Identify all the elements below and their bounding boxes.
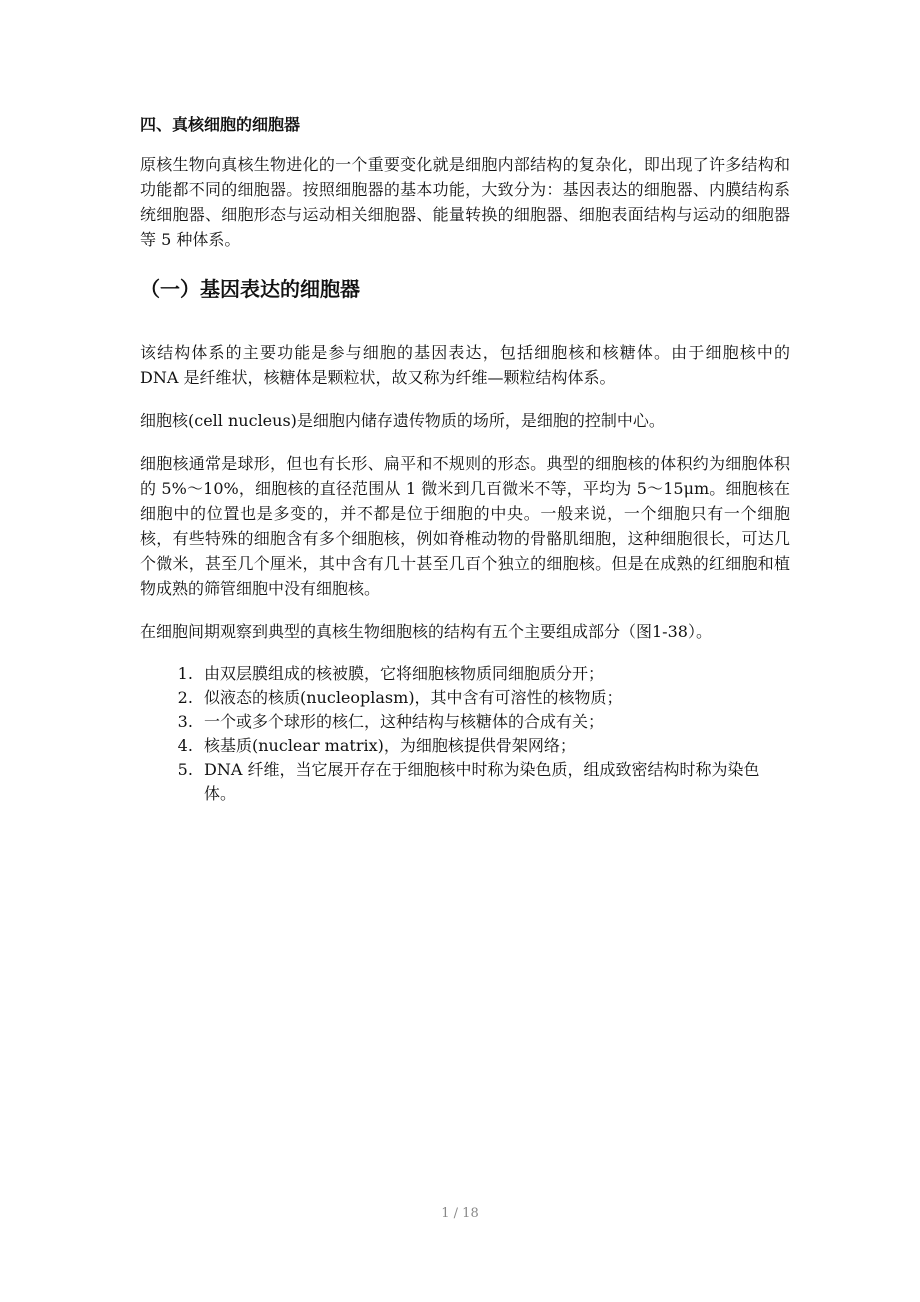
paragraph-nucleus-structure: 在细胞间期观察到典型的真核生物细胞核的结构有五个主要组成部分（图1-38）。	[140, 622, 712, 641]
paragraph-nucleus-definition: 细胞核(cell nucleus)是细胞内储存遗传物质的场所，是细胞的控制中心。	[140, 411, 665, 430]
subsection-heading: （一）基因表达的细胞器	[140, 277, 360, 301]
list-item: 4. 核基质(nuclear matrix)，为细胞核提供骨架网络；	[198, 734, 790, 758]
nucleus-components-list	[140, 662, 790, 806]
intro-paragraph: 原核生物向真核生物进化的一个重要变化就是细胞内部结构的复杂化，即出现了许多结构和功能都不同的细胞器。按照细胞器的基本功能，大致分为：基因表达的细胞器、内膜结构系统细胞器、细胞形态与运动相关细胞器、能量转换的细胞器、细胞表面结构与运动的细胞器等 5 种体系。	[140, 155, 790, 249]
paragraph-nucleus-shape: 细胞核通常是球形，但也有长形、扁平和不规则的形态。典型的细胞核的体积约为细胞体积的 5%～10%，细胞核的直径范围从 1 微米到几百微米不等，平均为 5～15μm。细胞核在细胞中的位置也是多变的，并不都是位于细胞的中央。一般来说，一个细胞只有一个细胞核，有些特殊的细胞含有多个细胞核，例如脊椎动物的骨骼肌细胞，这种细胞很长，可达几个微米，甚至几个厘米，其中含有几十甚至几百个独立的细胞核。但是在成熟的红细胞和植物成熟的筛管细胞中没有细胞核。	[140, 454, 790, 598]
list-item: 1. 由双层膜组成的核被膜，它将细胞核物质同细胞质分开；	[198, 662, 790, 686]
list-item: 5. DNA 纤维，当它展开存在于细胞核中时称为染色质，组成致密结构时称为染色体。	[198, 758, 790, 806]
section-heading: 四、真核细胞的细胞器	[140, 115, 301, 134]
page-content	[140, 112, 790, 806]
list-item: 2. 似液态的核质(nucleoplasm)，其中含有可溶性的核物质；	[198, 686, 790, 710]
paragraph-overview: 该结构体系的主要功能是参与细胞的基因表达，包括细胞核和核糖体。由于细胞核中的 DNA 是纤维状，核糖体是颗粒状，故又称为纤维—颗粒结构体系。	[140, 343, 790, 387]
page-number: 1 / 18	[441, 1206, 479, 1221]
list-item: 3. 一个或多个球形的核仁，这种结构与核糖体的合成有关；	[198, 710, 790, 734]
